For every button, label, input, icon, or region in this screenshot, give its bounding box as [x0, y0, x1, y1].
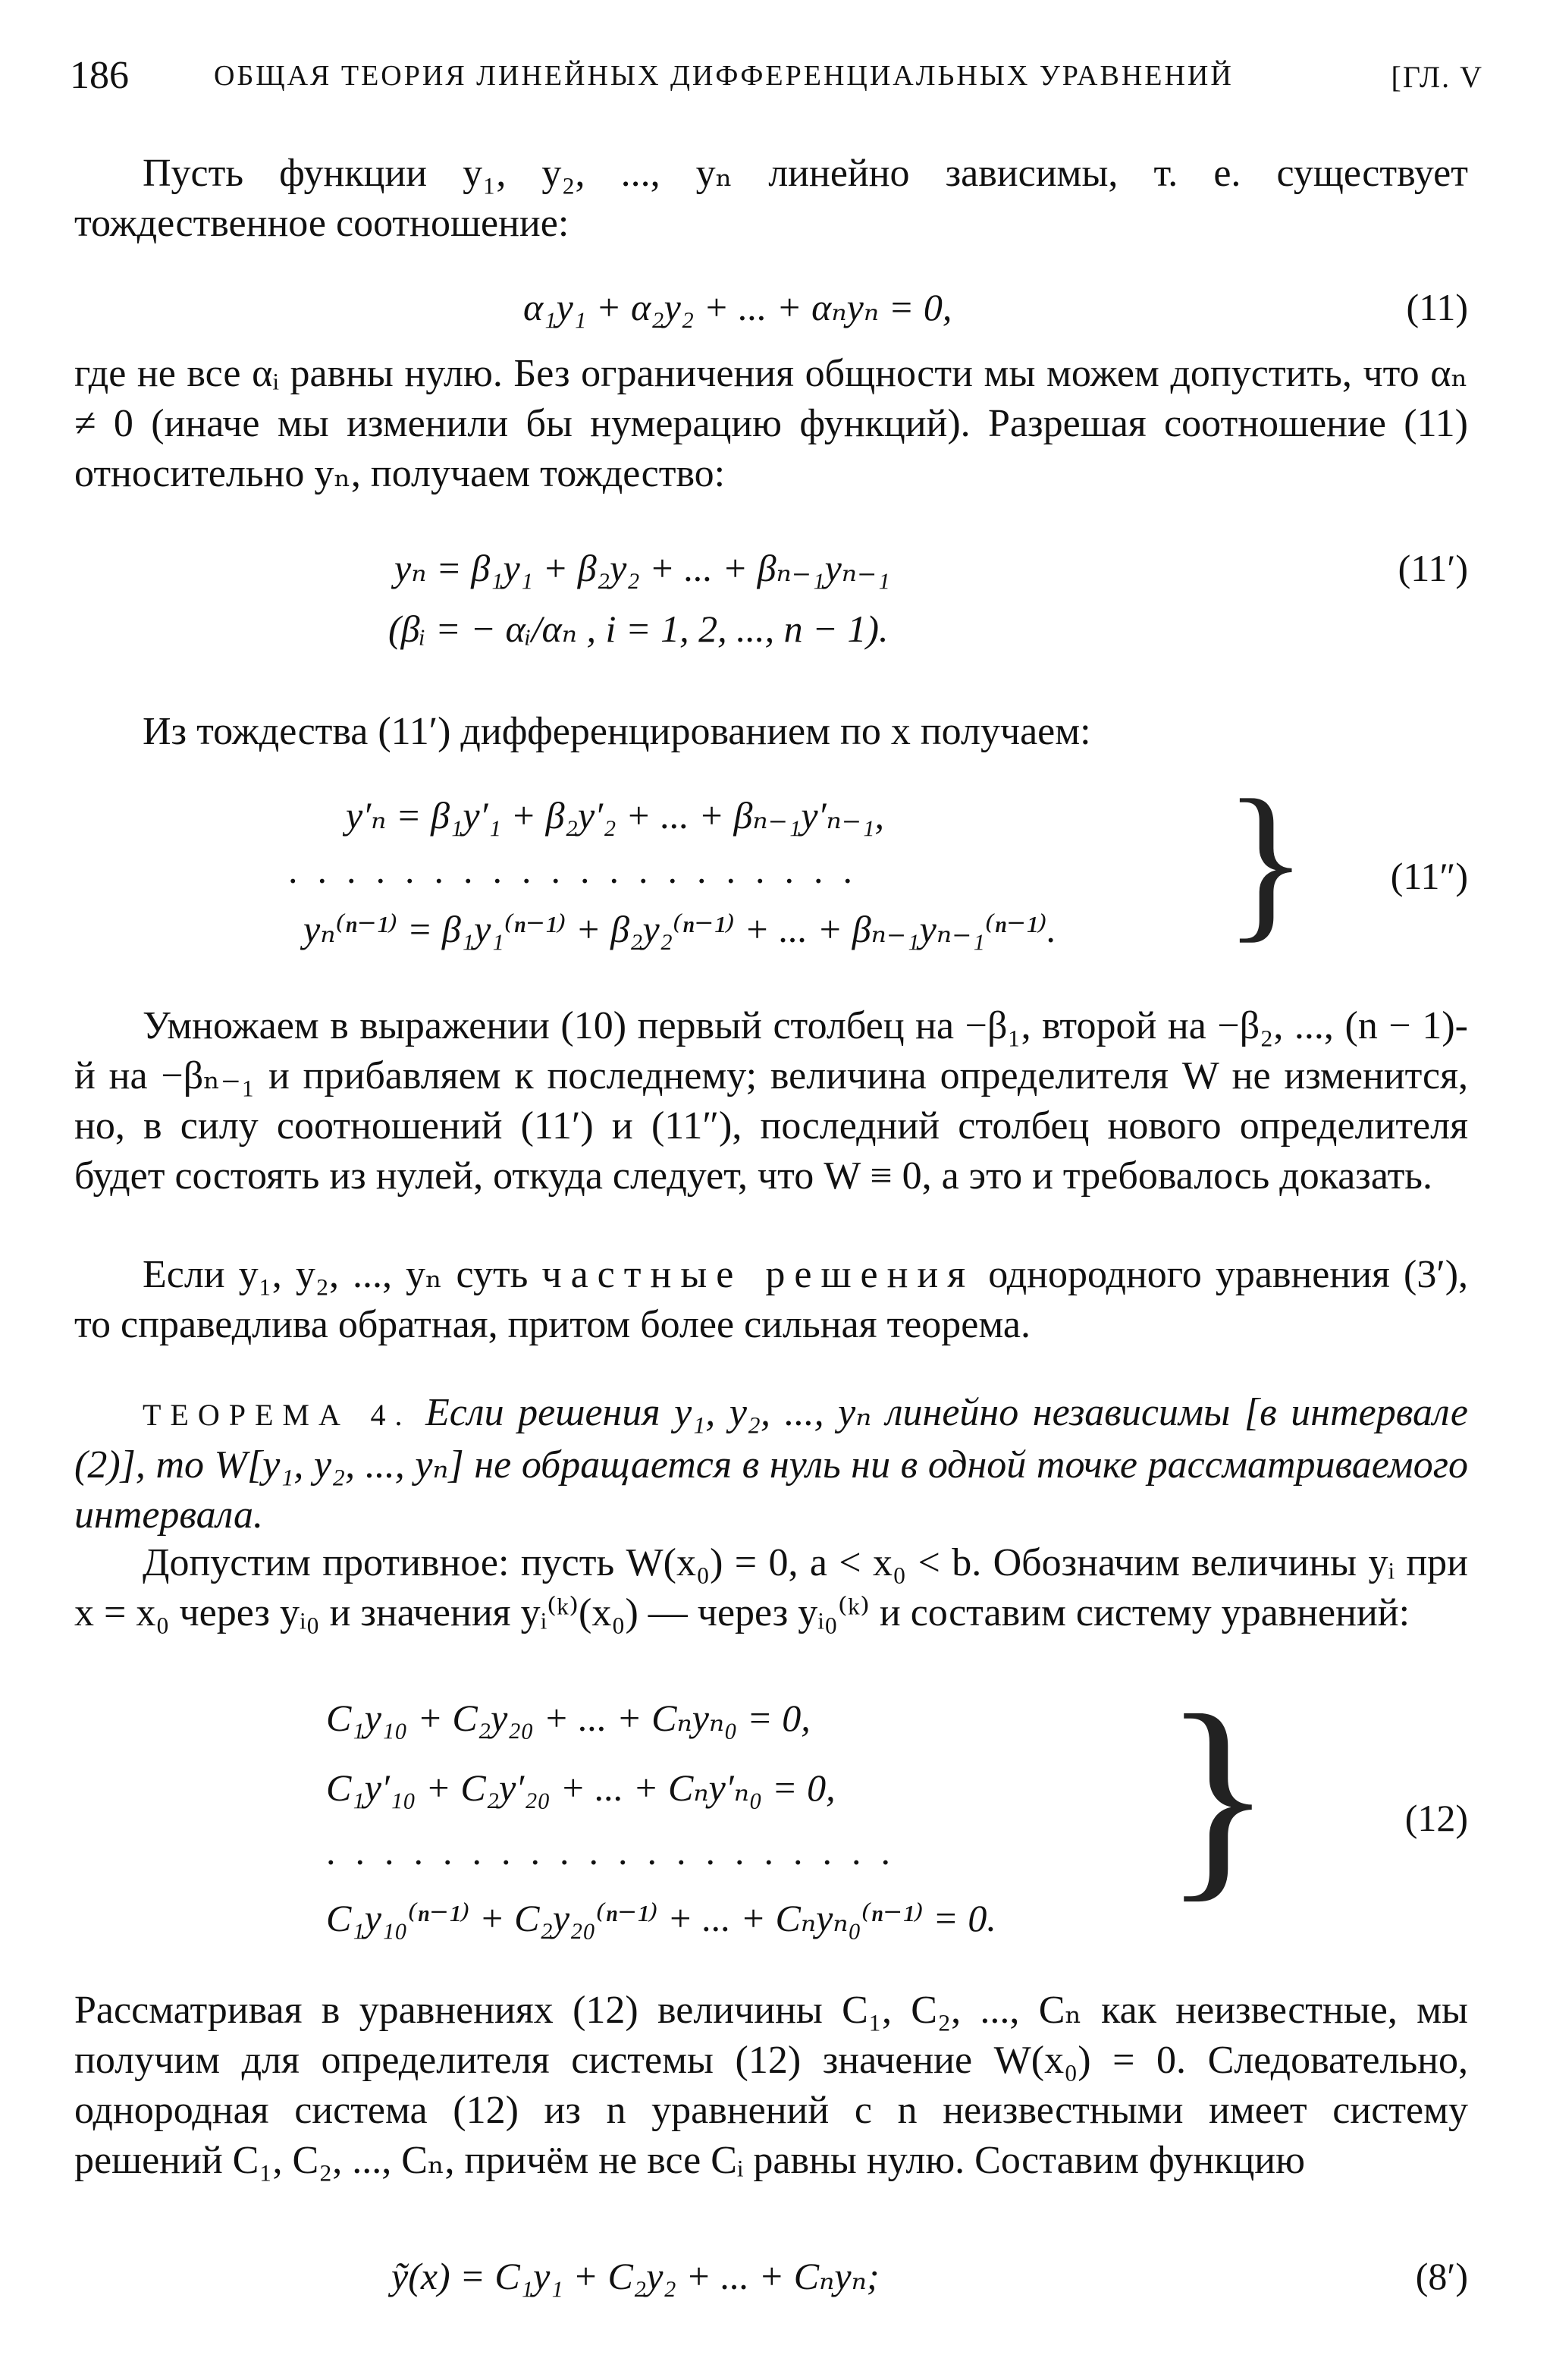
equation-12-line4: C₁y₁₀⁽ⁿ⁻¹⁾ + C₂y₂₀⁽ⁿ⁻¹⁾ + ... + Cₙyₙ₀⁽ⁿ⁻¹⁾ = 0. — [326, 1897, 996, 1939]
paragraph-1: Пусть функции y₁, y₂, ..., yₙ линейно зависимы, т. е. существует тождественное соотношение: — [74, 152, 1468, 245]
equation-11pp-label: (11″) — [1390, 855, 1468, 897]
equation-8p-label: (8′) — [1415, 2255, 1468, 2297]
equation-8p: ỹ(x) = C₁y₁ + C₂y₂ + ... + Cₙyₙ; — [391, 2255, 880, 2297]
paragraph-3: Из тождества (11′) дифференцированием по x получаем: — [143, 710, 1091, 753]
theorem-4-label: ТЕОРЕМА 4. — [143, 1398, 412, 1432]
equation-11p-line1: yₙ = β₁y₁ + β₂y₂ + ... + βₙ₋₁yₙ₋₁ — [394, 547, 890, 589]
paragraph-5-start: Если y₁, y₂, ..., yₙ суть — [143, 1253, 529, 1296]
paragraph-5 — [74, 1250, 1468, 1350]
theorem-4-text: Если решения y₁, y₂, ..., yₙ линейно независимы [в интервале (2)], то W[y₁, y₂, ..., yₙ] не обращается в нуль ни в одной точке рассматриваемого интервала. — [74, 1391, 1468, 1537]
equation-12-line1: C₁y₁₀ + C₂y₂₀ + ... + Cₙyₙ₀ = 0, — [326, 1697, 811, 1739]
paragraph-5-emphasis: частные решения — [541, 1253, 975, 1296]
equation-11pp-dots: .................... — [288, 849, 872, 891]
equation-11-label: (11) — [1406, 286, 1468, 328]
theorem-4 — [74, 1388, 1468, 1540]
running-header — [70, 53, 1483, 106]
page-number: 186 — [70, 54, 129, 97]
equation-11: α₁y₁ + α₂y₂ + ... + αₙyₙ = 0, — [523, 286, 952, 328]
chapter-label: [ГЛ. V — [1391, 60, 1483, 94]
paragraph-7: Рассматривая в уравнениях (12) величины C₁, C₂, ..., Cₙ как неизвестные, мы получим для определителя системы (12) значение W(x₀) = 0. Следовательно, однородная система (12) из n уравнений с n неизвестными имеет систему решений C₁, C₂, ..., Cₙ, причём не все Cᵢ равны нулю. Составим функцию — [74, 1989, 1468, 2182]
equation-11pp-brace: } — [1224, 764, 1308, 957]
running-title: ОБЩАЯ ТЕОРИЯ ЛИНЕЙНЫХ ДИФФЕРЕНЦИАЛЬНЫХ УРАВНЕНИЙ — [214, 60, 1234, 92]
paragraph-4: Умножаем в выражении (10) первый столбец на −β₁, второй на −β₂, ..., (n − 1)-й на −βₙ₋₁ и прибавляем к последнему; величина определителя W не изменится, но, в силу соотношений (11′) и (11″), последний столбец нового определителя будет состоять из нулей, откуда следует, что W ≡ 0, а это и требовалось доказать. — [74, 1004, 1468, 1198]
equation-11p-line2: (βᵢ = − αᵢ/αₙ , i = 1, 2, ..., n − 1). — [388, 608, 889, 650]
paragraph-6: Допустим противное: пусть W(x₀) = 0, a < x₀ < b. Обозначим величины yᵢ при x = x₀ через yᵢ₀ и значения yᵢ⁽ᵏ⁾(x₀) — через yᵢ₀⁽ᵏ⁾ и составим систему уравнений: — [74, 1541, 1468, 1634]
equation-11pp-line3: yₙ⁽ⁿ⁻¹⁾ = β₁y₁⁽ⁿ⁻¹⁾ + β₂y₂⁽ⁿ⁻¹⁾ + ... + βₙ₋₁yₙ₋₁⁽ⁿ⁻¹⁾. — [303, 908, 1057, 950]
equation-11p-label: (11′) — [1398, 547, 1468, 589]
equation-12-line2: C₁y′₁₀ + C₂y′₂₀ + ... + Cₙy′ₙ₀ = 0, — [326, 1766, 836, 1809]
paragraph-2: где не все αᵢ равны нулю. Без ограничения общности мы можем допустить, что αₙ ≠ 0 (иначе мы изменили бы нумерацию функций). Разрешая соотношение (11) относительно yₙ, получаем тождество: — [74, 352, 1468, 495]
equation-12-label: (12) — [1404, 1797, 1468, 1839]
equation-12-brace: } — [1163, 1669, 1272, 1920]
equation-12-dots: .................... — [326, 1830, 910, 1873]
paragraph-5-end: однородного уравнения (3′), то справедлива обратная, притом более сильная теорема. — [74, 1253, 1469, 1346]
equation-11pp-line1: y′ₙ = β₁y′₁ + β₂y′₂ + ... + βₙ₋₁y′ₙ₋₁, — [346, 794, 885, 837]
